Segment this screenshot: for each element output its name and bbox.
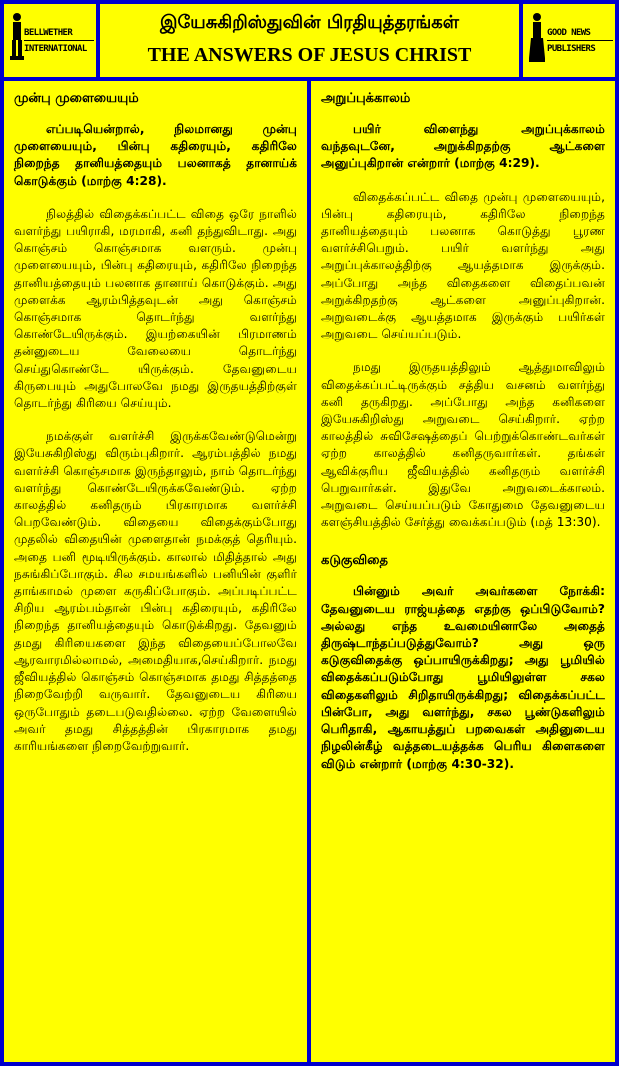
right-column — [311, 81, 615, 1062]
left-paragraph-1: நிலத்தில் விதைக்கப்பட்ட விதை ஒரே நாளில் வளர்ந்து பயிராகி, மரமாகி, கனி தந்துவிடாது. அது கொஞ்சம் கொஞ்சமாக வளரும். முன்பு முளையையும், பின்பு கதிரையும், கதிரிலே நிறைந்த தானியத்தையும் பலனாக தானாய் கொடுக்கும். அது முளைக்க ஆரம்பித்தவுடன் அது கொஞ்சம் கொஞ்சமாக தொடர்ந்து வளர்ந்து கொண்டேயிருக்கும். இயற்கையின் பிரமாணம் தன்னுடைய வேலையை தொடர்ந்து செய்துகொண்டே யிருக்கும். தேவனுடைய கிருபையும் அதுபோலவே நமது இருதயத்திற்குள் தொடர்ந்து கிரியை செய்யும். — [14, 206, 297, 411]
logo-right-line2: PUBLISHERS — [547, 44, 596, 54]
figure-icon — [10, 12, 24, 60]
left-paragraph-2: நமக்குள் வளர்ச்சி இருக்கவேண்டுமென்று இயேசுகிறிஸ்து விரும்புகிறார். ஆரம்பத்தில் நமது வளர்ச்சி கொஞ்சமாக இருந்தாலும், நாம் தொடர்ந்து வளர்ந்து கொண்டேயிருக்கவேண்டும். ஏற்ற காலத்தில் கனிதரும் பிரகாரமாக வளர்ச்சி பெறவேண்டும். விதையை விதைக்கும்போது முதலில் விதையின் முளைதான் நமக்குத் தெரியும். அதை பனி மூடியிருக்கும். காலால் மிதித்தால் அது நசுங்கிப்போகும். சில சமயங்களில் பனியின் குளிர் தாங்காமல் முளை கருகிப்போகும். அப்படிப்பட்ட சிறிய ஆரம்பம்தான் பின்பு கதிரையும், கதிரிலே நிறைந்த தானியத்தையும் கொடுக்கிறது. தேவனும் தமது கிரியைகளை இந்த விதையைப்போலவே ஆரவாரமில்லாமல், அமைதியாக,செய்கிறார். நமது ஜீவியத்தில் கொஞ்சம் கொஞ்சமாக தமது சித்தத்தை நிறைவேற்றி வருவார். தேவனுடைய கிரியை ஒருபோதும் தடைபடுவதில்லை. ஏற்ற வேளையில் அவர் தமது சித்தத்தின் பிரகாரமாக தமது காரியங்களை நிறைவேற்றுவார். — [14, 429, 297, 753]
left-heading: முன்பு முளையையும் — [14, 91, 139, 106]
logo-left-line1: BELLWETHER — [24, 28, 94, 41]
logo-right-line1: GOOD NEWS — [547, 28, 613, 41]
left-column — [4, 81, 307, 1062]
figure-icon — [529, 12, 545, 62]
logo-left-line2: INTERNATIONAL — [24, 44, 87, 54]
right-scripture: பயிர் விளைந்து அறுப்புக்காலம் வந்தவுடனே, அறுக்கிறதற்கு ஆட்களை அனுப்புகிறான் என்றார் (மாற்கு 4:29). — [321, 122, 605, 171]
page-header — [100, 4, 519, 77]
bellwether-logo — [4, 4, 96, 77]
right-paragraph-2: நமது இருதயத்திலும் ஆத்துமாவிலும் விதைக்கப்பட்டிருக்கும் சத்திய வசனம் வளர்ந்து கனி தருகிறது. அப்போது அந்த கனிகளை இயேசுகிறிஸ்து அறுவடை செய்கிறார். ஏற்ற காலத்தில் சுவிசேஷத்தைப் பெற்றுக்கொண்டவர்கள் ஏற்ற காலத்தில் கனிதருவார்கள். தங்கள் ஆவிக்குரிய ஜீவியத்தில் கனிதரும் வளர்ச்சி பெறுவார்கள். இதுவே அறுவடைக்காலம். அறுவடை செய்யப்படும் கோதுமை தேவனுடைய களஞ்சியத்தில் சேர்த்து வைக்கப்படும் (மத் 13:30). — [321, 360, 605, 530]
right-scripture-2: பின்னும் அவர் அவர்களை நோக்கி: தேவனுடைய ராஜ்யத்தை எதற்கு ஒப்பிடுவோம்? அல்லது எந்த உவமையினாலே அதைத் திருஷ்டாந்தப்படுத்துவோம்? அது ஒரு கடுகுவிதைக்கு ஒப்பாயிருக்கிறது; அது பூமியில் விதைக்கப்படும்போது பூமியிலுள்ள சகல விதைகளிலும் சிறிதாயிருக்கிறது; விதைக்கப்பட்ட பின்போ, அது வளர்ந்து, சகல பூண்டுகளிலும் பெரிதாகி, ஆகாயத்துப் பறவைகள் அதினுடைய நிழலின்கீழ் வத்தடையத்தக்க பெரிய கிளைகளை விடும் என்றார் (மாற்கு 4:30-32). — [321, 584, 605, 771]
right-heading: அறுப்புக்காலம் — [321, 91, 411, 106]
good-news-logo — [523, 4, 615, 77]
right-paragraph-1: விதைக்கப்பட்ட விதை முன்பு முளையையும், பின்பு கதிரையும், கதிரிலே நிறைந்த தானியத்தையும் பலனாக கொடுத்து பூரண வளர்ச்சிபெறும். பயிர் வளர்ந்து அது அறுப்புக்காலத்திற்கு ஆயத்தமாக இருக்கும். அப்போது அந்த விதைகளை விதைப்பவன் அறுக்கிறதற்கு ஆட்களை அனுப்புகிறான். அறுவடைக்கு ஆயத்தமாக இருக்கும் பயிர்கள் அறுவடை செய்யப்படும். — [321, 189, 605, 342]
title-english: THE ANSWERS OF JESUS CHRIST — [147, 44, 472, 66]
right-heading-2: கடுகுவிதை — [321, 553, 388, 569]
title-tamil: இயேசுகிறிஸ்துவின் பிரதியுத்தரங்கள் — [159, 12, 459, 33]
left-scripture: எப்படியென்றால், நிலமானது முன்பு முளையையும், பின்பு கதிரையும், கதிரிலே நிறைந்த தானியத்தையும் பலனாகத் தானாய்க் கொடுக்கும் (மாற்கு 4:28). — [14, 122, 297, 188]
